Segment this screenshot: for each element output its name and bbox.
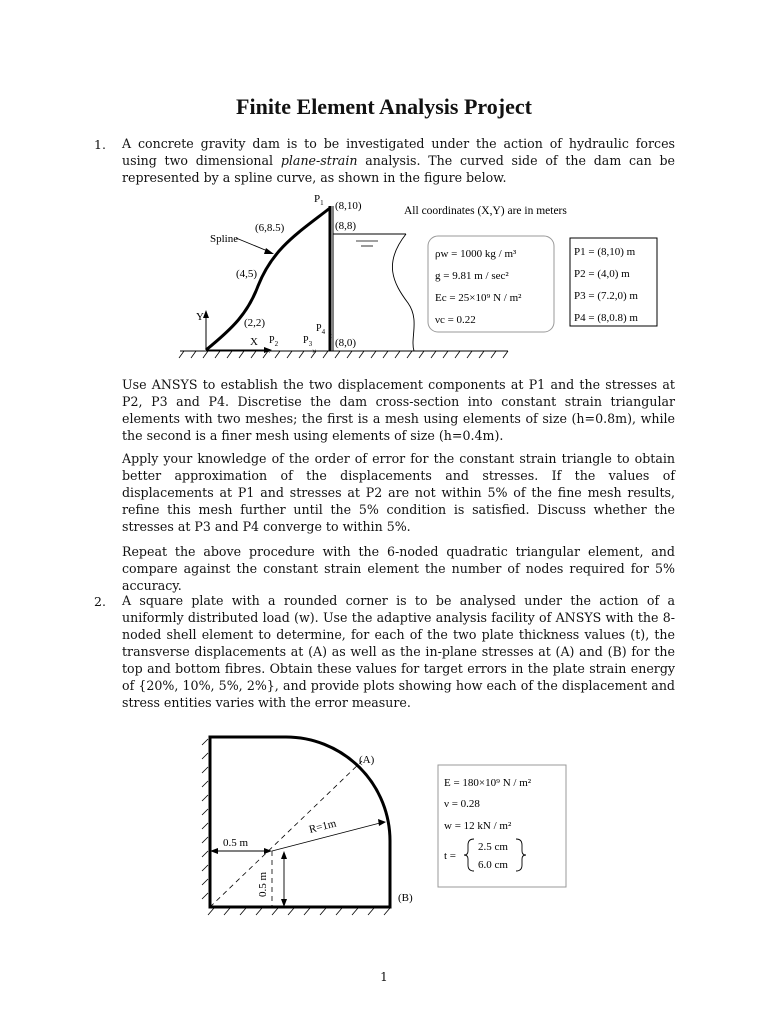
thickness-label: t = [444, 850, 457, 862]
page-title: Finite Element Analysis Project [236, 94, 532, 119]
radius-label: R=1m [307, 817, 338, 836]
prop-poisson: νc = 0.22 [435, 314, 476, 326]
spline-label: Spline [210, 233, 239, 245]
prop-load: w = 12 kN / m² [444, 820, 512, 832]
point-p3: P3 = (7.2,0) m [574, 290, 638, 302]
thickness-value-1: 2.5 cm [478, 841, 508, 853]
prop-density: ρw = 1000 kg / m³ [435, 248, 517, 260]
p4-label: $P_4$ [316, 323, 326, 336]
reservoir-boundary [392, 234, 414, 351]
plate-figure [200, 725, 580, 925]
question-2-paragraph: A square plate with a rounded corner is to be analysed under the action of a uniformly distributed load (w). Use the adaptive analysis facility of ANSYS with the 8-noded shell element to determine, for each of the two plate thickness values (t), the transverse displacements at (A) as well as the in-plane stresses at (A) and (B) for the top and bottom fibres. Obtain these values for target errors in the plate strain energy of {20%, 10%, 5%, 2%}, and provide plots showing how each of the displacement and stress entities varies with the error measure. [122, 593, 675, 710]
ground-hatching [179, 351, 508, 358]
prop-young-modulus: E = 180×10⁹ N / m² [444, 777, 532, 789]
p3-label: $P_3$ [303, 335, 313, 348]
point-p4: P4 = (8,0.8) m [574, 312, 638, 324]
point-p2: P2 = (4,0) m [574, 268, 630, 280]
page-number: 1 [380, 970, 388, 984]
thickness-value-2: 6.0 cm [478, 859, 508, 871]
x-axis-label: X [250, 336, 258, 348]
coord-8-8: (8,8) [335, 220, 357, 232]
question-1-intro: A concrete gravity dam is to be investigated under the action of hydraulic forces using two dimensional plane-strain analysis. The curved side of the dam can be represented by a spline curve, as shown in the figure below. [122, 136, 675, 185]
point-a-label: (A) [359, 754, 375, 766]
p1-label: $P_1$ [314, 193, 324, 207]
coordinates-note: All coordinates (X,Y) are in meters [404, 205, 567, 217]
dam-figure [178, 188, 668, 363]
p3-marker: × [312, 347, 317, 356]
y-axis-label: Y [196, 311, 204, 323]
coord-2-2: (2,2) [244, 317, 266, 329]
p4-marker: × [328, 332, 333, 341]
coord-6-8.5: (6,8.5) [255, 222, 285, 234]
question-2-number: 2. [94, 594, 106, 609]
question-1-paragraph-2: Use ANSYS to establish the two displacement components at P1 and the stresses at P2, P3 and P4. Discretise the dam cross-section into constant strain triangular elements with two meshes; the first is a mesh using elements of size (h=0.8m), while the second is a finer mesh using elements of size (h=0.4m). [122, 377, 675, 443]
prop-gravity: g = 9.81 m / sec² [435, 270, 509, 282]
coord-8-0: (8,0) [335, 337, 357, 349]
point-p1: P1 = (8,10) m [574, 246, 636, 258]
prop-poisson-ratio: ν = 0.28 [444, 798, 480, 810]
question-1-paragraph-3: Apply your knowledge of the order of error for the constant strain triangle to obtain better approximation of the displacements and stresses. If the values of displacements at P1 and stresses at P2 are not within 5% of the fine mesh results, refine this mesh further until the 5% condition is satisfied. Discuss whether the stresses at P3 and P4 converge to within 5%. [122, 451, 675, 534]
point-b-label: (B) [398, 892, 413, 904]
coord-8-10: (8,10) [335, 200, 362, 212]
dimension-vertical: 0.5 m [257, 871, 269, 897]
coord-4-5: (4,5) [236, 268, 258, 280]
p2-label: $P_2$ [269, 335, 279, 348]
dimension-horizontal: 0.5 m [223, 837, 249, 849]
prop-modulus: Ec = 25×10⁹ N / m² [435, 292, 522, 304]
p2-marker: × [266, 347, 271, 356]
question-1-number: 1. [94, 137, 106, 152]
question-1-paragraph-4: Repeat the above procedure with the 6-noded quadratic triangular element, and compare against the constant strain element the number of nodes required for 5% accuracy. [122, 544, 675, 593]
